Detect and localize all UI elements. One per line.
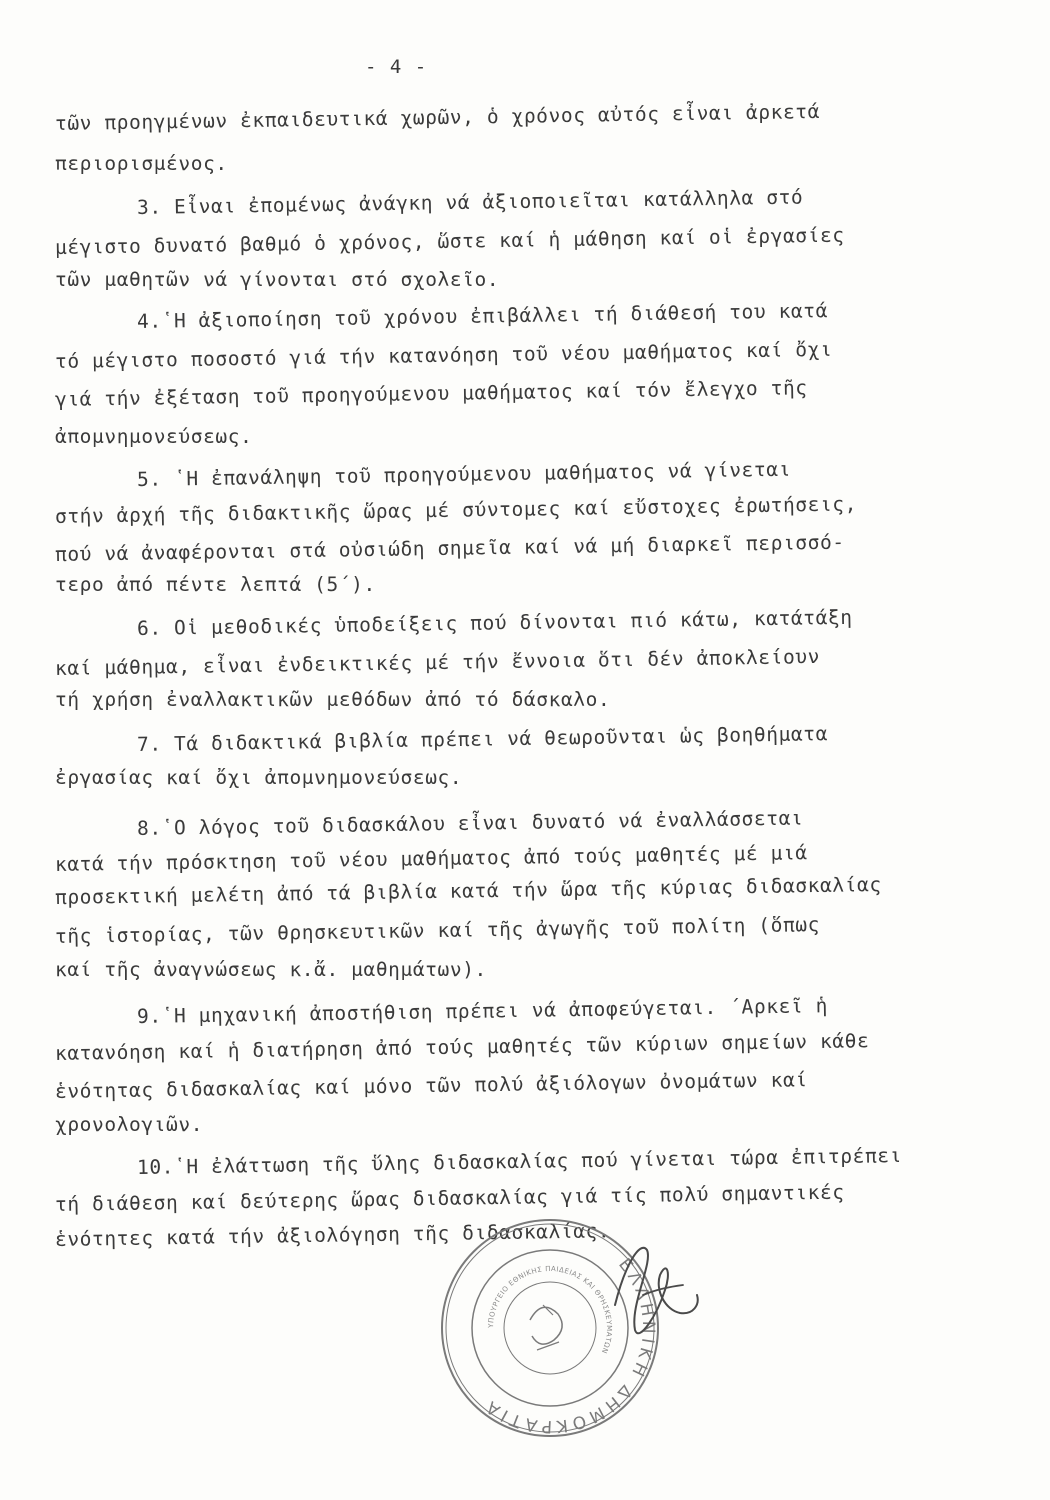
text-line: τῆς ἱστορίας, τῶν θρησκευτικῶν καί τῆς ἀγωγῆς τοῦ πολίτη (ὅπως xyxy=(54,912,821,948)
seal-outer-text: ΕΛΛΗΝΙΚΗ ΔΗΜΟΚΡΑΤΙΑ xyxy=(479,1254,659,1437)
text-line: τή χρήση ἐναλλακτικῶν μεθόδων ἀπό τό δάσκαλο. xyxy=(55,688,611,711)
text-line: τή διάθεση καί δεύτερης ὥρας διδασκαλίας γιά τίς πολύ σημαντικές xyxy=(54,1180,845,1216)
text-line: κατά τήν πρόσκτηση τοῦ νέου μαθήματος ἀπό τούς μαθητές μέ μιά xyxy=(54,841,808,876)
text-line: 8.῾Ο λόγος τοῦ διδασκάλου εἶναι δυνατό νά ἐναλλάσσεται xyxy=(136,806,804,840)
text-line: ἐργασίας καί ὄχι ἀπομνημονεύσεως. xyxy=(55,766,463,789)
text-line: ἀπομνημονεύσεως. xyxy=(55,425,253,448)
text-line: τερο ἀπό πέντε λεπτά (5΄). xyxy=(55,573,376,596)
text-line: προσεκτική μελέτη ἀπό τά βιβλία κατά τήν ὥρα τῆς κύριας διδασκαλίας xyxy=(54,873,882,909)
signature xyxy=(605,1235,705,1345)
text-line: στήν ἀρχή τῆς διδακτικῆς ὥρας μέ σύντομες καί εὔστοχες ἐρωτήσεις, xyxy=(54,492,858,528)
text-line: γιά τήν ἐξέταση τοῦ προηγούμενου μαθήματος καί τόν ἔλεγχο τῆς xyxy=(54,376,808,411)
text-line: κατανόηση καί ἡ διατήρηση ἀπό τούς μαθητές τῶν κύριων σημείων κάθε xyxy=(54,1029,870,1065)
seal-inner-text: ΥΠΟΥΡΓΕΙΟ ΕΘΝΙΚΗΣ ΠΑΙΔΕΙΑΣ ΚΑΙ ΘΡΗΣΚΕΥΜΑΤΩΝ xyxy=(486,1264,614,1355)
text-line: μέγιστο δυνατό βαθμό ὁ χρόνος, ὥστε καί ἡ μάθηση καί οἱ ἐργασίες xyxy=(54,223,845,259)
text-line: 9.῾Η μηχανική ἀποστήθιση πρέπει νά ἀποφεύγεται. ΄Αρκεῖ ἡ xyxy=(136,994,829,1028)
text-line: 3. Εἶναι ἐπομένως ἀνάγκη νά ἀξιοποιεῖται κατάλληλα στό xyxy=(136,185,804,219)
text-line: 7. Τά διδακτικά βιβλία πρέπει νά θεωροῦνται ὡς βοηθήματα xyxy=(136,722,829,756)
text-line: 4.῾Η ἀξιοποίηση τοῦ χρόνου ἐπιβάλλει τή διάθεσή του κατά xyxy=(136,299,829,333)
text-line: τῶν προηγμένων ἐκπαιδευτικά χωρῶν, ὁ χρόνος αὐτός εἶναι ἀρκετά xyxy=(54,99,821,135)
text-line: τῶν μαθητῶν νά γίνονται στό σχολεῖο. xyxy=(55,268,500,291)
text-line: 5. ῾Η ἐπανάληψη τοῦ προηγούμενου μαθήματος νά γίνεται xyxy=(136,457,792,491)
text-line: καί τῆς ἀναγνώσεως κ.ἄ. μαθημάτων). xyxy=(55,958,487,981)
text-line: 6. Οἱ μεθοδικές ὑποδείξεις πού δίνονται πιό κάτω, κατάτάξη xyxy=(136,605,853,640)
page-number: - 4 - xyxy=(365,56,428,78)
text-line: ἑνότητες κατά τήν ἀξιολόγηση τῆς διδασκαλίας. xyxy=(54,1219,611,1251)
text-line: ἑνότητας διδασκαλίας καί μόνο τῶν πολύ ἀξιόλογων ὀνομάτων καί xyxy=(54,1068,808,1103)
text-line: καί μάθημα, εἶναι ἐνδεικτικές μέ τήν ἔννοια ὅτι δέν ἀποκλείουν xyxy=(54,644,821,680)
text-line: περιορισμένος. xyxy=(55,152,228,175)
text-line: χρονολογιῶν. xyxy=(55,1113,204,1136)
text-line: τό μέγιστο ποσοστό γιά τήν κατανόηση τοῦ νέου μαθήματος καί ὄχι xyxy=(54,337,833,373)
text-line: πού νά ἀναφέρονται στά οὐσιώδη σημεῖα καί νά μή διαρκεῖ περισσό- xyxy=(54,530,845,566)
text-line: 10.῾Η ἐλάττωση τῆς ὕλης διδασκαλίας πού γίνεται τώρα ἐπιτρέπει xyxy=(136,1143,903,1179)
